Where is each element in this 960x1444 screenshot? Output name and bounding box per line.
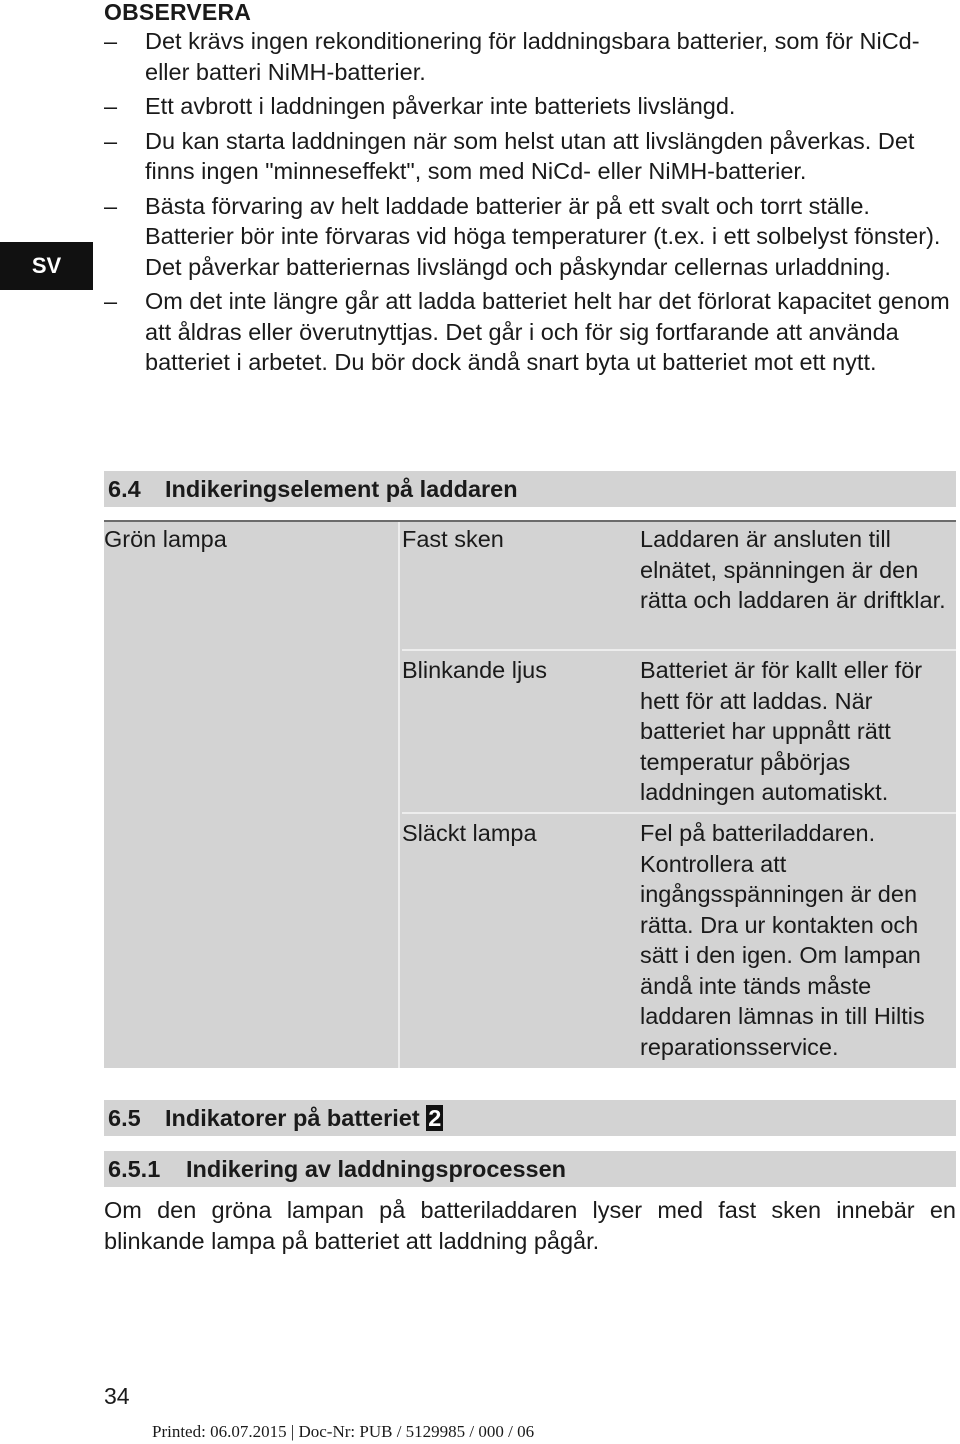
note-item: [104, 91, 954, 122]
note-item: [104, 26, 954, 87]
bullet-dash: –: [104, 288, 118, 314]
print-footer: Printed: 06.07.2015 | Doc-Nr: PUB / 5129985 / 000 / 06: [152, 1422, 535, 1441]
row-divider: [402, 649, 956, 651]
bullet-dash: –: [104, 127, 118, 154]
note-item-text: Du kan starta laddningen när som helst utan att livslängden påverkas. Det finns ingen "minneseffekt", som med NiCd- eller NiMH-batterier.: [145, 127, 915, 184]
note-item-text: Om det inte längre går att ladda batteriet helt har det förlorat kapacitet genom att åldras eller överutnyttjas. Det går i och för sig fortfarande att använda batteriet i arbetet. Du bör dock ändå snart byta ut batteriet mot ett nytt.: [145, 288, 950, 375]
bullet-dash: –: [104, 93, 118, 119]
section-heading-6-4: [104, 471, 956, 507]
language-tab: SV: [0, 242, 93, 290]
section-title: Indikeringselement på laddaren: [165, 476, 518, 502]
lamp-state: Släckt lampa: [402, 820, 537, 846]
section-number: 6.4: [108, 476, 141, 502]
lamp-state: Fast sken: [402, 526, 504, 552]
note-item-text: Det krävs ingen rekonditionering för laddningsbara batterier, som för NiCd- eller batteri NiMH-batterier.: [145, 28, 920, 85]
note-item-text: Bästa förvaring av helt laddade batterier är på ett svalt och torrt ställe. Batterier bör inte förvaras vid höga temperaturer (t.ex. i ett solbelyst fönster). Det påverkar batteriernas livslängd och påskyndar cellernas urladdning.: [145, 192, 941, 280]
figure-reference-badge: 2: [428, 1105, 442, 1131]
note-item-text: Ett avbrott i laddningen påverkar inte batteriets livslängd.: [145, 93, 736, 119]
section-number: 6.5.1: [108, 1156, 161, 1182]
note-item: [104, 126, 954, 187]
bullet-dash: –: [104, 192, 118, 219]
row-divider: [402, 812, 956, 814]
section-title: Indikering av laddningsprocessen: [186, 1156, 567, 1182]
note-item: [104, 286, 954, 378]
section-number: 6.5: [108, 1105, 141, 1131]
section-body-text: Om den gröna lampan på batteriladdaren lyser med fast sken innebär en blinkande lampa på batteriet att laddning pågår.: [104, 1197, 956, 1254]
lamp-cell: [104, 522, 400, 1068]
page-number: 34: [104, 1383, 130, 1409]
state-meaning: Batteriet är för kallt eller för hett för att laddas. När batteriet har uppnått rätt temperatur påbörjas laddningen automatiskt.: [640, 657, 923, 805]
note-heading: OBSERVERA: [104, 0, 252, 25]
lamp-label: Grön lampa: [104, 526, 227, 552]
section-title: Indikatorer på batteriet: [165, 1105, 420, 1131]
state-meaning: Fel på batteriladdaren. Kontrollera att ingångsspänningen är den rätta. Dra ur kontakten och sätt i den igen. Om lampan ändå inte tänds måste laddaren lämnas in till Hiltis reparationsservice.: [640, 820, 925, 1060]
bullet-dash: –: [104, 28, 118, 54]
section-heading-6-5: [104, 1100, 956, 1136]
note-item: [104, 191, 954, 283]
indicator-table: [104, 520, 956, 1068]
lamp-state: Blinkande ljus: [402, 657, 548, 683]
note-list: [104, 26, 954, 382]
section-heading-6-5-1: [104, 1151, 956, 1187]
state-meaning: Laddaren är ansluten till elnätet, spänningen är den rätta och laddaren är driftklar.: [640, 526, 946, 613]
